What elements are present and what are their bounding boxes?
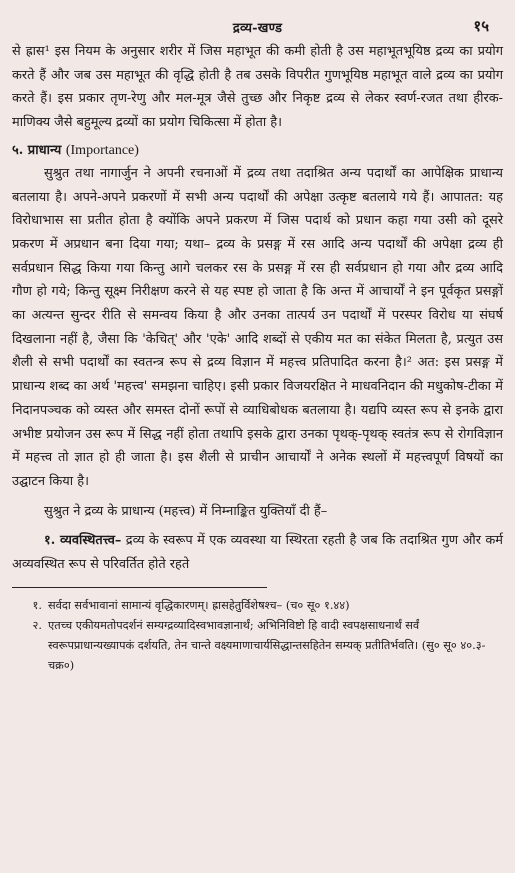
list-item-1-text: द्रव्य के स्वरूप में एक व्यवस्था या स्थिरता रहती है जब कि तदाश्रित गुण और कर्म अव्यवस्थित रूप से परिवर्तित होते रहते — [12, 533, 503, 573]
running-header — [12, 0, 503, 40]
footnote-2-text: एतच्च एकीयमतोपदर्शनं सम्यग्द्रव्यादिस्वभावज्ञानार्थं; अभिनिविष्टो हि वादी स्वपक्षसाधनार्थं सर्वं स्वरूपप्राधान्यख्यापकं दर्शयति, तेन चान्ते वक्ष्यमाणाचार्यसिद्धान्तसहितेन सम्यक् प्रतीतिर्भवति। (सु० सू० ४०.३-चक्र०) — [48, 618, 486, 672]
section-heading — [12, 139, 503, 162]
section-heading-hindi: ५. प्राधान्य — [12, 142, 62, 158]
list-item-1-label: १. व्यवस्थितत्त्व– — [44, 533, 122, 549]
page-number: १५ — [473, 17, 489, 35]
footnote-2-number: २. — [32, 618, 42, 632]
body-paragraph-2: सुश्रुत तथा नागार्जुन ने अपनी रचनाओं में द्रव्य तथा तदाश्रित अन्य पदार्थों का आपेक्षिक प्राधान्य बतलाया है। अपने-अपने प्रकरणों में सभी अन्य पदार्थों की अपेक्षा उत्कृष्ट बतलाये गये हैं। आपातत: यह विरोधाभास सा प्रतीत होता है क्योंकि अपने प्रकरण में जिस पदार्थ को प्रधान कहा गया उसी को दूसरे प्रकरण में अप्रधान बना दिया गया; यथा– द्रव्य के प्रसङ्ग में रस आदि अन्य पदार्थों की अपेक्षा द्रव्य ही सर्वप्रधान सिद्ध किया गया किन्तु आगे चलकर रस के प्रसङ्ग में रस ही सर्वप्रधान हो गया और द्रव्य आदि गौण हो गये; किन्तु सूक्ष्म निरीक्षण करने से यह स्पष्ट हो जाता है कि अन्त में आचार्यों ने इन पूर्वकृत प्रसङ्गों का अत्यन्त सुन्दर रीति से समन्वय किया है और उनका तात्पर्य उन पदार्थों में परस्पर विरोध या संघर्ष दिखलाना नहीं है, जैसा कि 'केचित्' और 'एके' आदि शब्दों से एकीय मत का संकेत मिलता है, प्रत्युत उस शैली से सभी पदार्थों का स्वतन्त्र रूप से द्रव्य विज्ञान में महत्त्व प्रतिपादित करना है।² अत: इस प्रसङ्ग में प्राधान्य शब्द का अर्थ 'महत्त्व' समझना चाहिए। इसी प्रकार विजयरक्षित ने माधवनिदान की मधुकोष-टीका में निदानपञ्चक को व्यस्त और समस्त दोनों रूपों से व्याधिबोधक बतलाया है। यद्यपि व्यस्त रूप से इनके द्वारा अभीष्ट प्रयोजन उस रूप में सिद्ध नहीं होता तथापि इसके द्वारा उनका पृथक्-पृथक् स्वतंत्र रूप से रोगविज्ञान में महत्त्व तो ज्ञात हो ही जाता है। इस शैली से प्राचीन आचार्यों ने अनेक स्थलों में महत्त्वपूर्ण विषयों का उद्घाटन किया है। — [12, 165, 503, 489]
section-heading-english: (Importance) — [65, 142, 139, 158]
footnote-2 — [12, 616, 503, 676]
body-paragraph-1: से ह्रास¹ इस नियम के अनुसार शरीर में जिस महाभूत की कमी होती है उस महाभूतभूयिष्ठ द्रव्य का प्रयोग करते हैं और जब उस महाभूत की वृद्धि होती है तब उसके विपरीत गुणभूयिष्ठ महाभूत वाले द्रव्य का प्रयोग करते हैं। इस प्रकार तृण-रेणु और मल-मूत्र जैसे तुच्छ और निकृष्ट द्रव्य से लेकर स्वर्ण-रजत तथा हीरक-माणिक्य जैसे बहुमूल्य द्रव्यों का प्रयोग चिकित्सा में होता है। — [12, 44, 503, 131]
footnote-1-text: सर्वदा सर्वभावानां सामान्यं वृद्धिकारणम्। ह्रासहेतुर्विशेषश्च– (च० सू० १.४४) — [48, 598, 350, 612]
footnote-divider — [12, 587, 267, 588]
body-paragraph-3: सुश्रुत ने द्रव्य के प्राधान्य (महत्त्व) में निम्नाङ्कित युक्तियाँ दी हैं– — [44, 503, 328, 519]
footnote-1-number: १. — [32, 598, 42, 612]
running-title: द्रव्य-खण्ड — [232, 21, 283, 36]
list-item-1 — [12, 529, 503, 576]
footnote-1 — [12, 596, 503, 616]
